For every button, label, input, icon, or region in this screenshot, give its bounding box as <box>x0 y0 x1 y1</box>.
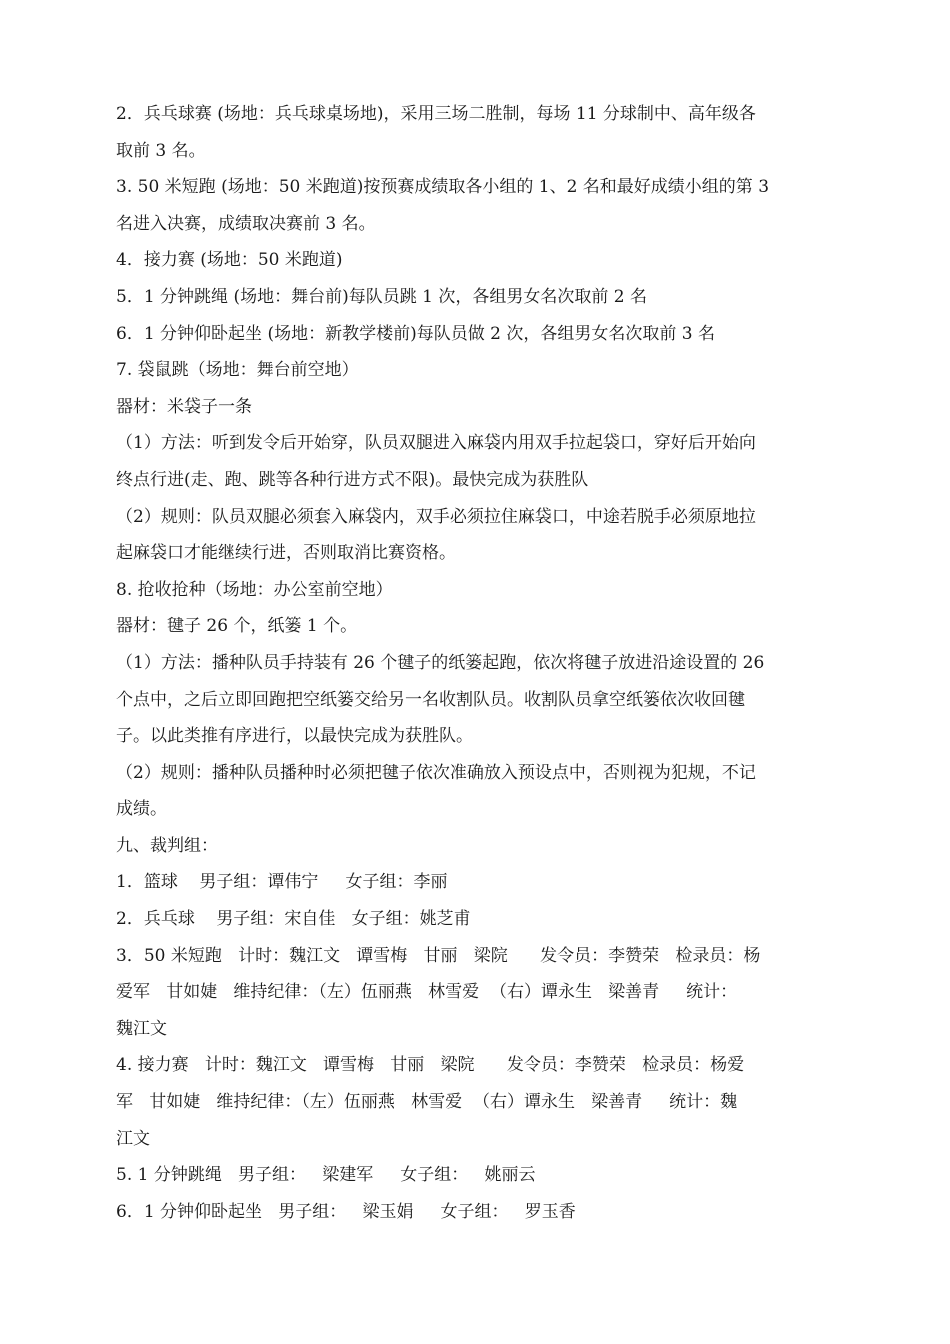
text-line: （1）方法：播种队员手持装有 26 个毽子的纸篓起跑，依次将毽子放进沿途设置的 26 <box>116 652 765 673</box>
text-line: 江文 <box>116 1128 150 1149</box>
text-line: 成绩。 <box>116 799 167 820</box>
text-line: 子。以此类推有序进行，以最快完成为获胜队。 <box>116 726 473 747</box>
text-line: 7. 袋鼠跳（场地：舞台前空地） <box>116 360 359 381</box>
text-line: 3．50 米短跑 计时：魏江文 谭雪梅 甘丽 梁院 发令员：李赞荣 检录员：杨 <box>116 945 761 966</box>
text-line: 5．1 分钟跳绳 (场地：舞台前)每队员跳 1 次，各组男女名次取前 2 名 <box>116 286 647 307</box>
text-line: 4．接力赛 (场地：50 米跑道) <box>116 250 343 271</box>
text-line: 起麻袋口才能继续行进，否则取消比赛资格。 <box>116 543 456 564</box>
text-line: 6．1 分钟仰卧起坐 男子组： 梁玉娟 女子组： 罗玉香 <box>116 1201 576 1222</box>
text-line: 2．兵乓球赛 (场地：兵乓球桌场地)，采用三场二胜制，每场 11 分球制中、高年级各 <box>116 104 756 124</box>
text-line: 个点中，之后立即回跑把空纸篓交给另一名收割队员。收割队员拿空纸篓依次收回毽 <box>116 689 745 710</box>
document-page <box>116 96 838 1230</box>
text-line: 5. 1 分钟跳绳 男子组： 梁建军 女子组： 姚丽云 <box>116 1165 536 1186</box>
text-line: 6．1 分钟仰卧起坐 (场地：新教学楼前)每队员做 2 次，各组男女名次取前 3 名 <box>116 323 715 344</box>
text-line: 名进入决赛，成绩取决赛前 3 名。 <box>116 213 376 234</box>
text-line: 魏江文 <box>116 1018 167 1039</box>
text-line: （1）方法：听到发令后开始穿，队员双腿进入麻袋内用双手拉起袋口，穿好后开始向 <box>116 433 756 454</box>
text-line: 8. 抢收抢种（场地：办公室前空地） <box>116 579 393 600</box>
text-line: 取前 3 名。 <box>116 140 206 161</box>
text-line: 器材：米袋子一条 <box>116 396 252 417</box>
text-line: 1．篮球 男子组：谭伟宁 女子组：李丽 <box>116 872 448 893</box>
text-line: 器材：毽子 26 个，纸篓 1 个。 <box>116 616 358 637</box>
section-heading: 九、裁判组： <box>116 835 218 856</box>
text-line: （2）规则：播种队员播种时必须把毽子依次准确放入预设点中，否则视为犯规，不记 <box>116 762 756 783</box>
text-line: （2）规则：队员双腿必须套入麻袋内，双手必须拉住麻袋口，中途若脱手必须原地拉 <box>116 506 756 527</box>
text-line: 军 甘如婕 维持纪律：（左）伍丽燕 林雪爱 （右）谭永生 梁善青 统计：魏 <box>116 1092 738 1113</box>
text-line: 终点行进(走、跑、跳等各种行进方式不限)。最快完成为获胜队 <box>116 469 589 490</box>
text-line: 爱军 甘如婕 维持纪律：（左）伍丽燕 林雪爱 （右）谭永生 梁善青 统计： <box>116 982 738 1003</box>
text-line: 2．兵乓球 男子组：宋自佳 女子组：姚芝甫 <box>116 909 471 930</box>
text-line: 3. 50 米短跑 (场地：50 米跑道)按预赛成绩取各小组的 1、2 名和最好成绩小组的第 3 <box>116 177 770 198</box>
text-line: 4. 接力赛 计时：魏江文 谭雪梅 甘丽 梁院 发令员：李赞荣 检录员：杨爱 <box>116 1055 745 1076</box>
